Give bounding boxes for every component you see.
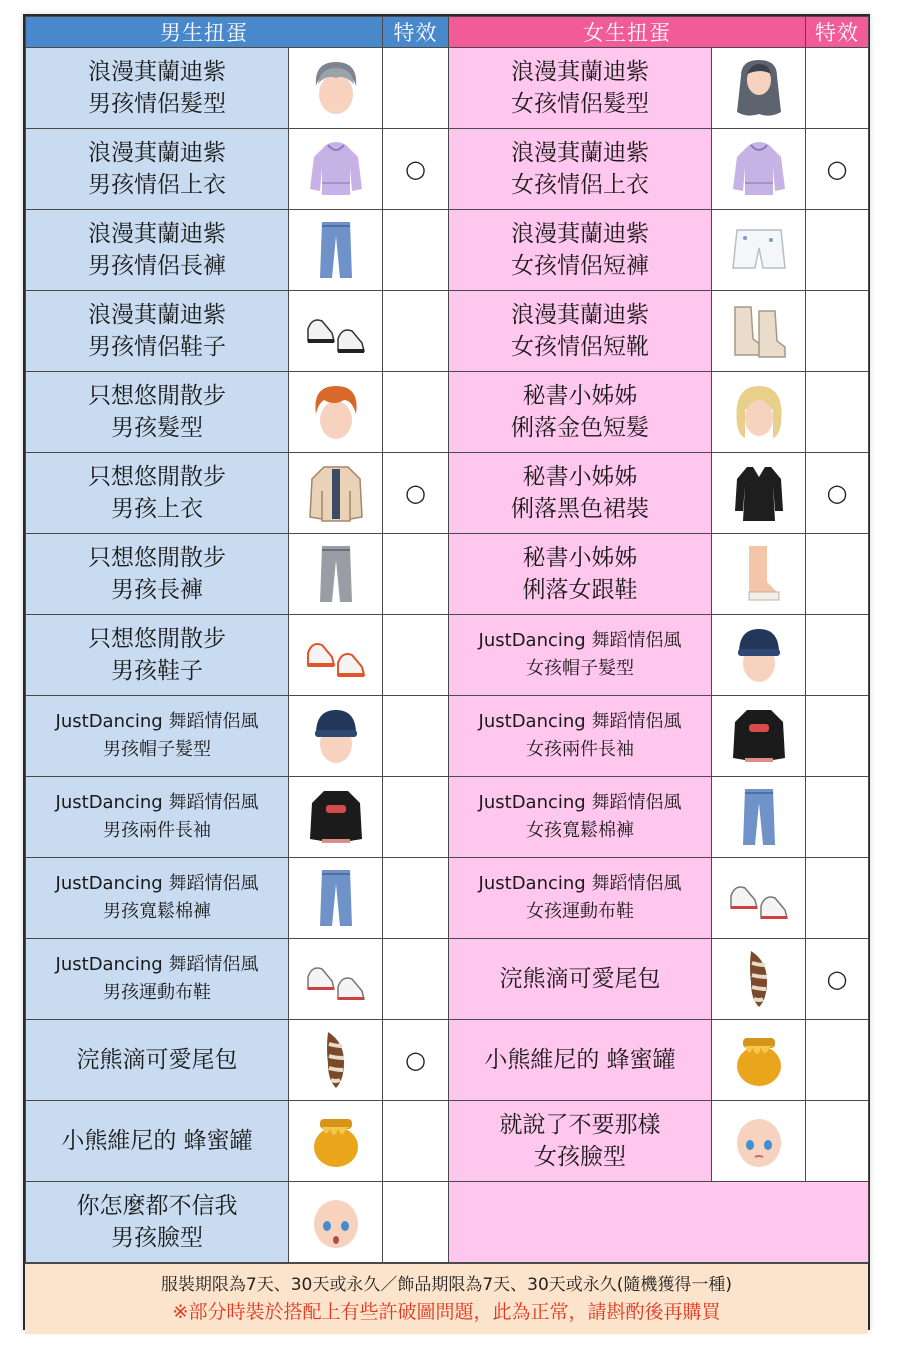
boy-item-name-line: 男孩寬鬆棉褲 bbox=[103, 901, 211, 922]
boy-item-name bbox=[26, 372, 289, 453]
boy-item-picture bbox=[289, 48, 383, 129]
girl-item-name bbox=[449, 696, 712, 777]
girl-item-name-line: 秘書小姊姊 bbox=[522, 545, 638, 571]
girl-effect-mark: ○ bbox=[806, 939, 869, 1020]
girl-item-name-line: 女孩臉型 bbox=[534, 1144, 626, 1170]
girl-item-name-line: 女孩寬鬆棉褲 bbox=[526, 820, 634, 841]
girl-item-name-line: 俐落黑色裙裝 bbox=[511, 496, 649, 522]
beanie-hair-icon bbox=[304, 704, 368, 768]
raccoon-tail-icon bbox=[304, 1028, 368, 1092]
girl-item-name-line: 浪漫萁蘭迪紫 bbox=[511, 140, 649, 166]
girl-item-picture bbox=[712, 1020, 806, 1101]
girl-item-name bbox=[449, 1020, 712, 1101]
boy-item-name-line: 浣熊滴可愛尾包 bbox=[76, 1047, 238, 1073]
boy-effect-mark bbox=[383, 939, 449, 1020]
boy-effect-mark bbox=[383, 48, 449, 129]
girl-effect-mark: ○ bbox=[806, 453, 869, 534]
boy-item-name-line: 男孩情侶鞋子 bbox=[88, 334, 226, 360]
boy-item-name bbox=[26, 291, 289, 372]
boy-effect-mark bbox=[383, 372, 449, 453]
girl-item-name-line: 就說了不要那樣 bbox=[499, 1112, 661, 1138]
girl-item-name bbox=[449, 48, 712, 129]
girl-item-name-line: 浪漫萁蘭迪紫 bbox=[511, 221, 649, 247]
boy-effect-mark bbox=[383, 210, 449, 291]
girl-item-name-line: 女孩情侶短褲 bbox=[511, 253, 649, 279]
footer-note bbox=[25, 1263, 868, 1334]
table-row bbox=[26, 939, 869, 1020]
girl-item-name bbox=[449, 291, 712, 372]
girl-item-picture bbox=[712, 129, 806, 210]
boy-effect-header: 特效 bbox=[383, 17, 449, 48]
boy-item-name-line: 只想悠閒散步 bbox=[88, 626, 226, 652]
girl-item-name bbox=[449, 129, 712, 210]
boy-item-name-line: 男孩鞋子 bbox=[111, 658, 203, 684]
boy-effect-mark bbox=[383, 1182, 449, 1263]
girl-item-picture bbox=[712, 48, 806, 129]
boy-item-name-line: JustDancing 舞蹈情侶風 bbox=[55, 711, 259, 732]
boy-item-name-line: 男孩臉型 bbox=[111, 1225, 203, 1251]
jeans-icon bbox=[304, 218, 368, 282]
white-sneakers-icon bbox=[304, 947, 368, 1011]
boy-item-name-line: 男孩髮型 bbox=[111, 415, 203, 441]
girl-item-picture bbox=[712, 453, 806, 534]
girl-item-picture bbox=[712, 696, 806, 777]
girl-item-name-line: JustDancing 舞蹈情侶風 bbox=[478, 792, 682, 813]
boy-item-name-line: 浪漫萁蘭迪紫 bbox=[88, 302, 226, 328]
grey-pants-icon bbox=[304, 542, 368, 606]
girl-item-name bbox=[449, 453, 712, 534]
girl-effect-mark bbox=[806, 48, 869, 129]
table-row bbox=[26, 696, 869, 777]
boy-item-name-line: 浪漫萁蘭迪紫 bbox=[88, 59, 226, 85]
girl-item-name-line: 秘書小姊姊 bbox=[522, 464, 638, 490]
warning-note: ※部分時裝於搭配上有些許破圖問題，此為正常，請斟酌後再購買 bbox=[172, 1301, 721, 1323]
boy-item-name bbox=[26, 939, 289, 1020]
jacket-icon bbox=[304, 461, 368, 525]
honey-pot-icon bbox=[727, 1028, 791, 1092]
girl-item-name bbox=[449, 615, 712, 696]
boy-item-name-line: 男孩運動布鞋 bbox=[103, 982, 211, 1003]
boy-item-picture bbox=[289, 696, 383, 777]
table-row bbox=[26, 291, 869, 372]
boy-item-name-line: 只想悠閒散步 bbox=[88, 464, 226, 490]
girl-gacha-header: 女生扭蛋 bbox=[449, 17, 806, 48]
table-row bbox=[26, 615, 869, 696]
girl-effect-mark bbox=[806, 210, 869, 291]
girl-effect-mark bbox=[806, 696, 869, 777]
white-shorts-icon bbox=[727, 218, 791, 282]
boy-item-name-line: 你怎麼都不信我 bbox=[76, 1193, 238, 1219]
table-row bbox=[26, 48, 869, 129]
boy-item-picture bbox=[289, 129, 383, 210]
table-row bbox=[26, 777, 869, 858]
boy-item-picture bbox=[289, 939, 383, 1020]
boy-effect-mark bbox=[383, 777, 449, 858]
table-row bbox=[26, 1101, 869, 1182]
sneakers-icon bbox=[304, 299, 368, 363]
boy-item-name-line: 浪漫萁蘭迪紫 bbox=[88, 221, 226, 247]
raccoon-tail-icon bbox=[727, 947, 791, 1011]
boy-item-picture bbox=[289, 210, 383, 291]
table-row bbox=[26, 129, 869, 210]
girl-item-picture bbox=[712, 372, 806, 453]
white-sneakers-icon bbox=[727, 866, 791, 930]
boy-item-name-line: 男孩情侶髮型 bbox=[88, 91, 226, 117]
girl-item-picture bbox=[712, 939, 806, 1020]
boy-effect-mark: ○ bbox=[383, 1020, 449, 1101]
girl-item-name-line: 浣熊滴可愛尾包 bbox=[499, 966, 661, 992]
boy-item-picture bbox=[289, 453, 383, 534]
boy-effect-mark: ○ bbox=[383, 129, 449, 210]
heels-icon bbox=[727, 542, 791, 606]
girl-item-name-line: 浪漫萁蘭迪紫 bbox=[511, 302, 649, 328]
boy-effect-mark bbox=[383, 858, 449, 939]
girl-item-picture bbox=[712, 777, 806, 858]
long-silver-hair-icon bbox=[727, 56, 791, 120]
girl-item-name-line: 女孩情侶髮型 bbox=[511, 91, 649, 117]
sweatshirt-icon bbox=[304, 785, 368, 849]
girl-item-name bbox=[449, 939, 712, 1020]
girl-item-name-line: 小熊維尼的 蜂蜜罐 bbox=[484, 1047, 676, 1073]
girl-item-name-line: 女孩運動布鞋 bbox=[526, 901, 634, 922]
orange-hair-icon bbox=[304, 380, 368, 444]
table-row bbox=[26, 534, 869, 615]
girl-face-icon bbox=[727, 1109, 791, 1173]
boy-item-name bbox=[26, 777, 289, 858]
girl-item-name bbox=[449, 372, 712, 453]
table-row bbox=[26, 858, 869, 939]
boy-item-name bbox=[26, 1182, 289, 1263]
boy-item-name-line: JustDancing 舞蹈情侶風 bbox=[55, 792, 259, 813]
boy-item-name-line: 男孩兩件長袖 bbox=[103, 820, 211, 841]
boy-item-name-line: JustDancing 舞蹈情侶風 bbox=[55, 954, 259, 975]
boy-effect-mark bbox=[383, 696, 449, 777]
boy-effect-mark bbox=[383, 534, 449, 615]
boy-gacha-header: 男生扭蛋 bbox=[26, 17, 383, 48]
boy-item-picture bbox=[289, 372, 383, 453]
girl-item-picture bbox=[712, 210, 806, 291]
girl-effect-mark bbox=[806, 777, 869, 858]
gacha-sheet bbox=[23, 14, 870, 1330]
table-row bbox=[26, 1020, 869, 1101]
girl-item-name bbox=[449, 777, 712, 858]
girl-item-name-line: 秘書小姊姊 bbox=[522, 383, 638, 409]
boy-item-name bbox=[26, 1101, 289, 1182]
blonde-hair-icon bbox=[727, 380, 791, 444]
boy-item-name-line: JustDancing 舞蹈情侶風 bbox=[55, 873, 259, 894]
girl-item-picture bbox=[712, 534, 806, 615]
boy-item-name-line: 只想悠閒散步 bbox=[88, 383, 226, 409]
boy-item-name-line: 只想悠閒散步 bbox=[88, 545, 226, 571]
item-rows bbox=[26, 48, 869, 1263]
table-row bbox=[26, 210, 869, 291]
girl-item-name-line: 女孩情侶短靴 bbox=[511, 334, 649, 360]
girl-item-name-line: JustDancing 舞蹈情侶風 bbox=[478, 630, 682, 651]
girl-effect-mark bbox=[806, 291, 869, 372]
boy-item-name bbox=[26, 210, 289, 291]
gacha-table bbox=[25, 16, 869, 1263]
boy-item-name bbox=[26, 1020, 289, 1101]
boy-item-picture bbox=[289, 615, 383, 696]
boy-item-name bbox=[26, 858, 289, 939]
boy-item-picture bbox=[289, 1101, 383, 1182]
table-row bbox=[26, 372, 869, 453]
girl-item-name bbox=[449, 858, 712, 939]
girl-item-picture bbox=[712, 858, 806, 939]
honey-pot-icon bbox=[304, 1109, 368, 1173]
boy-item-name-line: 男孩情侶上衣 bbox=[88, 172, 226, 198]
boy-item-picture bbox=[289, 858, 383, 939]
table-header bbox=[26, 17, 869, 48]
girl-item-name-line: 俐落金色短髮 bbox=[511, 415, 649, 441]
boy-item-picture bbox=[289, 1182, 383, 1263]
boy-item-name-line: 男孩情侶長褲 bbox=[88, 253, 226, 279]
boy-item-name-line: 浪漫萁蘭迪紫 bbox=[88, 140, 226, 166]
boy-item-picture bbox=[289, 291, 383, 372]
girl-effect-mark bbox=[806, 1020, 869, 1101]
girl-item-name-line: 女孩帽子髮型 bbox=[526, 658, 634, 679]
beanie-hair-icon bbox=[727, 623, 791, 687]
girl-item-name-line: 俐落女跟鞋 bbox=[522, 577, 638, 603]
girl-effect-mark bbox=[806, 372, 869, 453]
girl-item-picture bbox=[712, 1101, 806, 1182]
girl-item-picture bbox=[712, 291, 806, 372]
boy-item-name bbox=[26, 453, 289, 534]
girl-effect-mark: ○ bbox=[806, 129, 869, 210]
boy-effect-mark: ○ bbox=[383, 453, 449, 534]
orange-sneakers-icon bbox=[304, 623, 368, 687]
girl-effect-mark bbox=[806, 1101, 869, 1182]
boy-item-name-line: 男孩帽子髮型 bbox=[103, 739, 211, 760]
girl-item-name bbox=[449, 210, 712, 291]
boy-item-picture bbox=[289, 1020, 383, 1101]
period-note: 服裝期限為7天、30天或永久／飾品期限為7天、30天或永久(隨機獲得一種) bbox=[160, 1275, 733, 1295]
boy-item-name-line: 男孩上衣 bbox=[111, 496, 203, 522]
boy-item-picture bbox=[289, 777, 383, 858]
black-dress-icon bbox=[727, 461, 791, 525]
girl-effect-mark bbox=[806, 534, 869, 615]
boy-item-name bbox=[26, 534, 289, 615]
jeans-icon bbox=[727, 785, 791, 849]
girl-effect-header: 特效 bbox=[806, 17, 869, 48]
boy-face-icon bbox=[304, 1190, 368, 1254]
boy-item-name-line: 小熊維尼的 蜂蜜罐 bbox=[61, 1128, 253, 1154]
jeans-icon bbox=[304, 866, 368, 930]
boy-item-name bbox=[26, 48, 289, 129]
table-row bbox=[26, 1182, 869, 1263]
girl-empty-cell bbox=[449, 1182, 869, 1263]
girl-item-name-line: JustDancing 舞蹈情侶風 bbox=[478, 873, 682, 894]
girl-item-name-line: JustDancing 舞蹈情侶風 bbox=[478, 711, 682, 732]
purple-hoodie-icon bbox=[727, 137, 791, 201]
boots-icon bbox=[727, 299, 791, 363]
girl-item-name-line: 女孩情侶上衣 bbox=[511, 172, 649, 198]
boy-item-picture bbox=[289, 534, 383, 615]
purple-hoodie-icon bbox=[304, 137, 368, 201]
girl-item-name-line: 浪漫萁蘭迪紫 bbox=[511, 59, 649, 85]
boy-item-name bbox=[26, 615, 289, 696]
girl-effect-mark bbox=[806, 858, 869, 939]
sweatshirt-icon bbox=[727, 704, 791, 768]
girl-item-picture bbox=[712, 615, 806, 696]
silver-hair-icon bbox=[304, 56, 368, 120]
girl-item-name bbox=[449, 534, 712, 615]
girl-item-name bbox=[449, 1101, 712, 1182]
boy-effect-mark bbox=[383, 615, 449, 696]
girl-effect-mark bbox=[806, 615, 869, 696]
boy-item-name bbox=[26, 696, 289, 777]
boy-item-name bbox=[26, 129, 289, 210]
table-row bbox=[26, 453, 869, 534]
boy-effect-mark bbox=[383, 291, 449, 372]
girl-item-name-line: 女孩兩件長袖 bbox=[526, 739, 634, 760]
boy-item-name-line: 男孩長褲 bbox=[111, 577, 203, 603]
boy-effect-mark bbox=[383, 1101, 449, 1182]
